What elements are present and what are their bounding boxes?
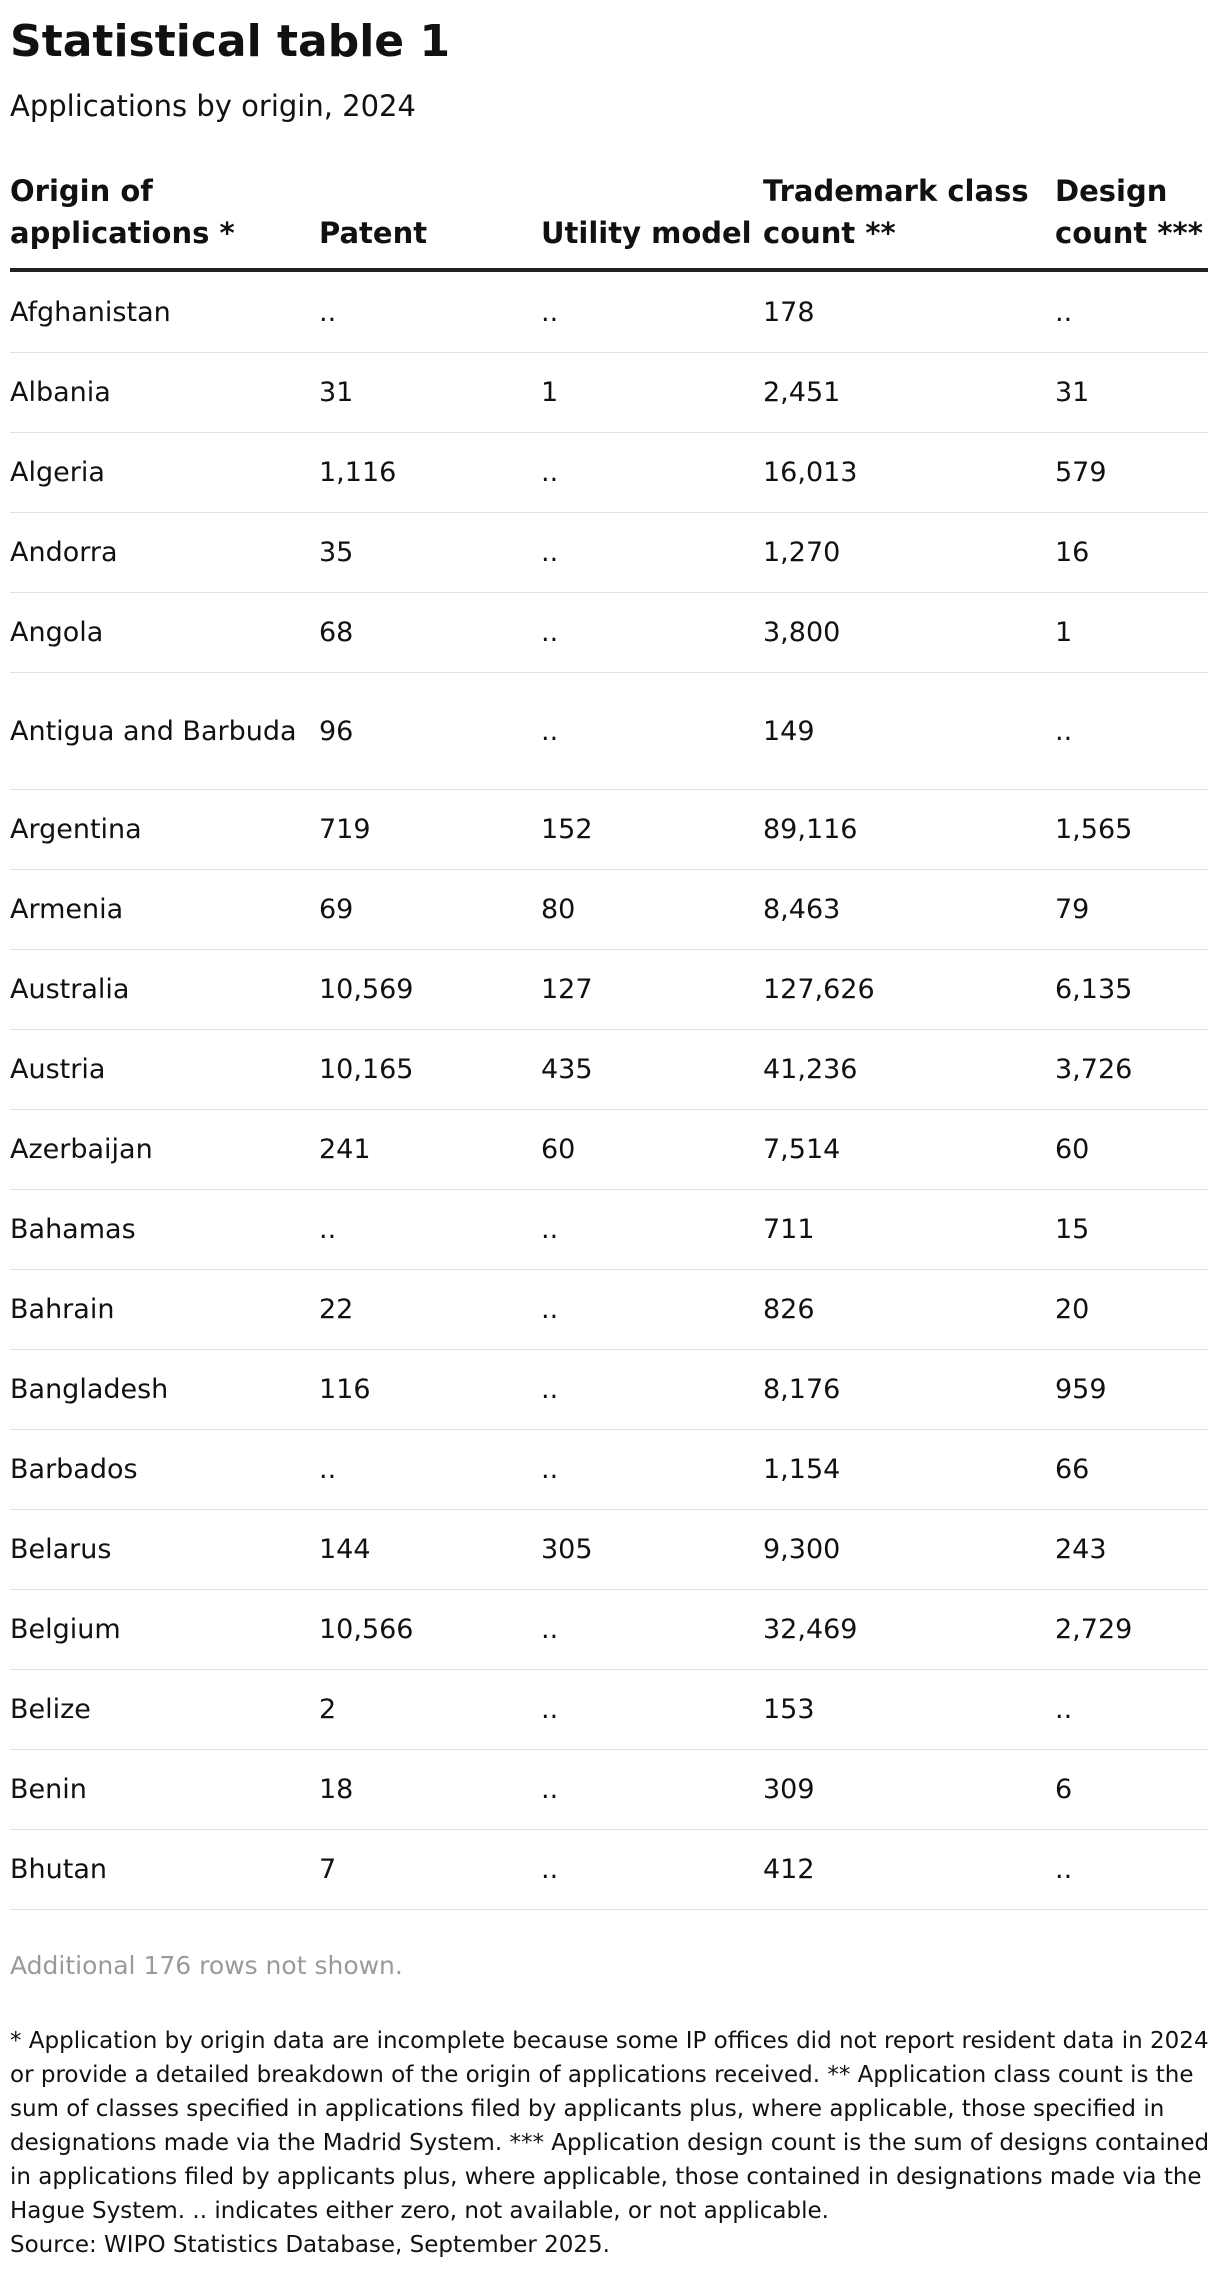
table-row	[10, 353, 1208, 433]
cell-patent: 35	[319, 513, 541, 593]
cell-patent: 96	[319, 673, 541, 790]
column-header-origin[interactable]: Origin of applications *	[10, 170, 319, 270]
cell-patent: ..	[319, 270, 541, 353]
table-row	[10, 1430, 1208, 1510]
more-rows-note: Additional 176 rows not shown.	[10, 1951, 403, 1980]
table-row	[10, 1270, 1208, 1350]
source-note: Source: WIPO Statistics Database, September 2025.	[10, 2232, 610, 2258]
cell-design: 31	[1055, 353, 1208, 433]
cell-patent: 68	[319, 593, 541, 673]
cell-origin: Armenia	[10, 870, 319, 950]
cell-utility-model: 60	[541, 1110, 763, 1190]
page-title: Statistical table 1	[10, 16, 451, 67]
cell-origin: Bhutan	[10, 1830, 319, 1910]
cell-patent: 2	[319, 1670, 541, 1750]
cell-patent: 10,165	[319, 1030, 541, 1110]
cell-trademark: 8,176	[763, 1350, 1055, 1430]
table-row	[10, 1830, 1208, 1910]
cell-utility-model: ..	[541, 433, 763, 513]
cell-design: 66	[1055, 1430, 1208, 1510]
header-row	[10, 170, 1208, 270]
cell-trademark: 711	[763, 1190, 1055, 1270]
cell-origin: Belgium	[10, 1590, 319, 1670]
cell-trademark: 89,116	[763, 790, 1055, 870]
cell-design: ..	[1055, 673, 1208, 790]
cell-utility-model: 305	[541, 1510, 763, 1590]
cell-utility-model: ..	[541, 593, 763, 673]
cell-patent: 719	[319, 790, 541, 870]
page-subtitle: Applications by origin, 2024	[10, 89, 416, 123]
cell-utility-model: 1	[541, 353, 763, 433]
column-header-design[interactable]: Design count ***	[1055, 170, 1208, 270]
cell-trademark: 2,451	[763, 353, 1055, 433]
cell-trademark: 153	[763, 1670, 1055, 1750]
cell-utility-model: 127	[541, 950, 763, 1030]
cell-patent: 116	[319, 1350, 541, 1430]
table-row	[10, 433, 1208, 513]
cell-design: 60	[1055, 1110, 1208, 1190]
cell-design: 959	[1055, 1350, 1208, 1430]
cell-trademark: 149	[763, 673, 1055, 790]
table-row	[10, 270, 1208, 353]
column-header-utility-model[interactable]: Utility model	[541, 170, 763, 270]
cell-origin: Azerbaijan	[10, 1110, 319, 1190]
cell-design: 79	[1055, 870, 1208, 950]
cell-origin: Benin	[10, 1750, 319, 1830]
cell-utility-model: 152	[541, 790, 763, 870]
cell-utility-model: ..	[541, 513, 763, 593]
table-row	[10, 593, 1208, 673]
cell-utility-model: ..	[541, 1670, 763, 1750]
cell-design: ..	[1055, 1670, 1208, 1750]
cell-trademark: 8,463	[763, 870, 1055, 950]
cell-utility-model: ..	[541, 1270, 763, 1350]
cell-origin: Bahrain	[10, 1270, 319, 1350]
cell-trademark: 1,270	[763, 513, 1055, 593]
table-row	[10, 1750, 1208, 1830]
cell-utility-model: 435	[541, 1030, 763, 1110]
cell-trademark: 32,469	[763, 1590, 1055, 1670]
cell-utility-model: ..	[541, 1590, 763, 1670]
statistics-table	[10, 170, 1208, 1910]
cell-design: 243	[1055, 1510, 1208, 1590]
cell-patent: 1,116	[319, 433, 541, 513]
cell-design: 2,729	[1055, 1590, 1208, 1670]
cell-utility-model: 80	[541, 870, 763, 950]
cell-trademark: 16,013	[763, 433, 1055, 513]
cell-utility-model: ..	[541, 270, 763, 353]
table-row	[10, 1110, 1208, 1190]
table-row	[10, 950, 1208, 1030]
cell-design: ..	[1055, 270, 1208, 353]
cell-origin: Algeria	[10, 433, 319, 513]
cell-origin: Bahamas	[10, 1190, 319, 1270]
cell-origin: Australia	[10, 950, 319, 1030]
column-header-patent[interactable]: Patent	[319, 170, 541, 270]
cell-utility-model: ..	[541, 1750, 763, 1830]
cell-patent: 31	[319, 353, 541, 433]
table-row	[10, 870, 1208, 950]
cell-patent: 241	[319, 1110, 541, 1190]
cell-utility-model: ..	[541, 673, 763, 790]
cell-design: 20	[1055, 1270, 1208, 1350]
cell-design: 579	[1055, 433, 1208, 513]
table-row	[10, 1590, 1208, 1670]
cell-design: 16	[1055, 513, 1208, 593]
cell-origin: Austria	[10, 1030, 319, 1110]
footnote: * Application by origin data are incomplete because some IP offices did not report resident data in 2024 or provide a detailed breakdown of the origin of applications received. ** Application class count is the sum of classes specified in applications filed by applicants plus, where applicable, those specified in designations made via the Madrid System. *** Application design count is the sum of designs contained in applications filed by applicants plus, where applicable, those contained in designations made via the Hague System. .. indicates either zero, not available, or not applicable.	[10, 2028, 1210, 2224]
table-row	[10, 673, 1208, 790]
cell-trademark: 7,514	[763, 1110, 1055, 1190]
cell-origin: Belarus	[10, 1510, 319, 1590]
cell-trademark: 412	[763, 1830, 1055, 1910]
cell-trademark: 3,800	[763, 593, 1055, 673]
cell-trademark: 1,154	[763, 1430, 1055, 1510]
cell-patent: 22	[319, 1270, 541, 1350]
cell-trademark: 41,236	[763, 1030, 1055, 1110]
cell-origin: Argentina	[10, 790, 319, 870]
cell-design: 1,565	[1055, 790, 1208, 870]
cell-origin: Antigua and Barbuda	[10, 673, 319, 790]
table-body	[10, 270, 1208, 1910]
table-row	[10, 790, 1208, 870]
cell-origin: Afghanistan	[10, 270, 319, 353]
cell-utility-model: ..	[541, 1190, 763, 1270]
cell-origin: Angola	[10, 593, 319, 673]
cell-design: 1	[1055, 593, 1208, 673]
cell-patent: 18	[319, 1750, 541, 1830]
table-row	[10, 1670, 1208, 1750]
cell-utility-model: ..	[541, 1350, 763, 1430]
table-row	[10, 1190, 1208, 1270]
cell-origin: Albania	[10, 353, 319, 433]
cell-patent: 10,566	[319, 1590, 541, 1670]
cell-origin: Barbados	[10, 1430, 319, 1510]
cell-origin: Belize	[10, 1670, 319, 1750]
table-row	[10, 1030, 1208, 1110]
cell-patent: 7	[319, 1830, 541, 1910]
table-header	[10, 170, 1208, 270]
cell-patent: ..	[319, 1430, 541, 1510]
cell-utility-model: ..	[541, 1830, 763, 1910]
cell-design: 6,135	[1055, 950, 1208, 1030]
cell-trademark: 178	[763, 270, 1055, 353]
cell-patent: 144	[319, 1510, 541, 1590]
column-header-trademark[interactable]: Trademark class count **	[763, 170, 1055, 270]
cell-patent: ..	[319, 1190, 541, 1270]
cell-trademark: 9,300	[763, 1510, 1055, 1590]
table-row	[10, 1350, 1208, 1430]
cell-design: ..	[1055, 1830, 1208, 1910]
cell-origin: Bangladesh	[10, 1350, 319, 1430]
cell-design: 3,726	[1055, 1030, 1208, 1110]
cell-trademark: 127,626	[763, 950, 1055, 1030]
cell-utility-model: ..	[541, 1430, 763, 1510]
cell-trademark: 309	[763, 1750, 1055, 1830]
cell-trademark: 826	[763, 1270, 1055, 1350]
cell-origin: Andorra	[10, 513, 319, 593]
cell-design: 15	[1055, 1190, 1208, 1270]
cell-patent: 10,569	[319, 950, 541, 1030]
cell-design: 6	[1055, 1750, 1208, 1830]
table-row	[10, 1510, 1208, 1590]
table-row	[10, 513, 1208, 593]
cell-patent: 69	[319, 870, 541, 950]
